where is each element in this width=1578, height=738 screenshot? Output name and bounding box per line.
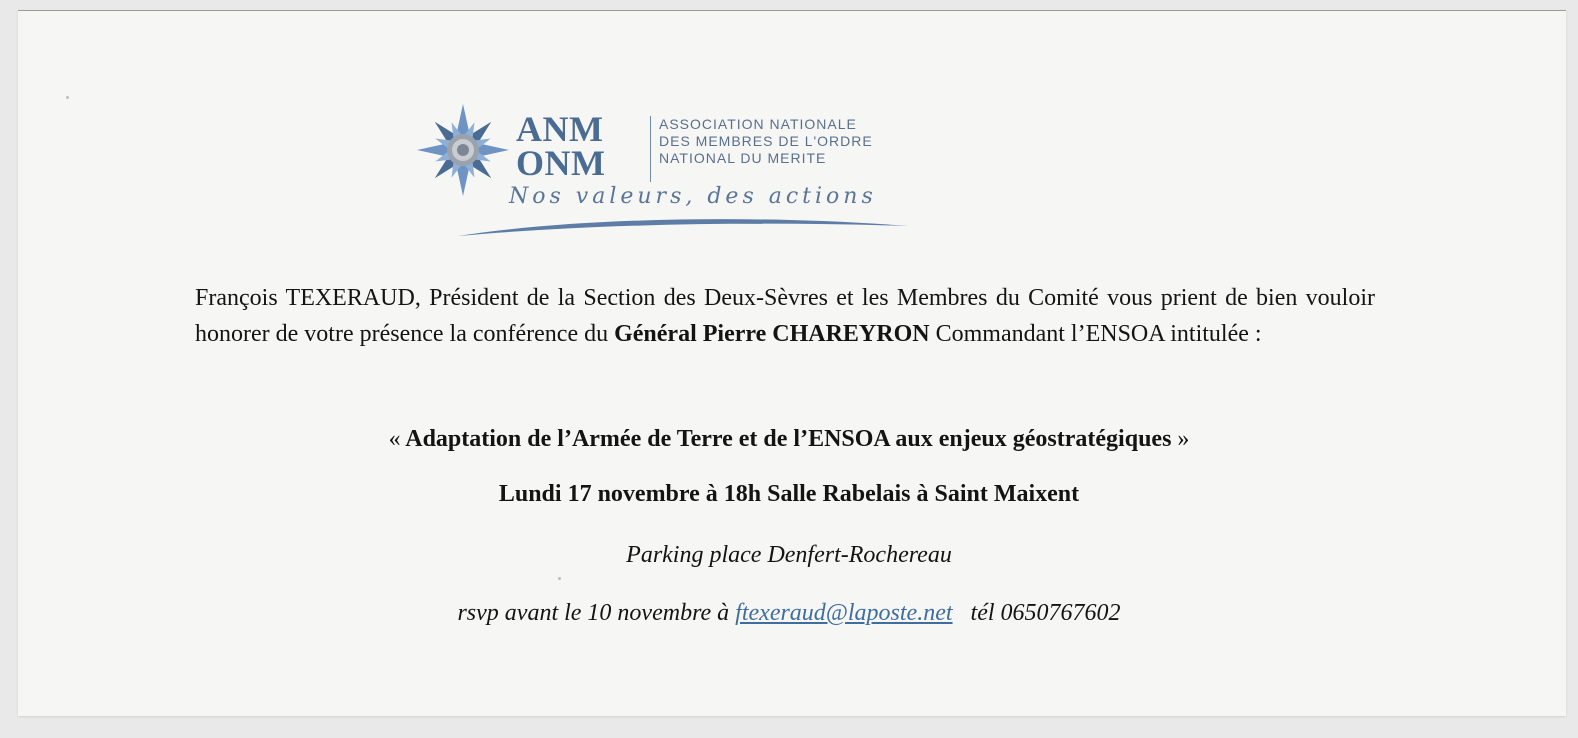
event-date-location: Lundi 17 novembre à 18h Salle Rabelais à Saint Maixent <box>498 481 1080 507</box>
quote-open: « <box>388 426 401 452</box>
anm-onm-logo <box>413 100 933 250</box>
rsvp-prefix: rsvp avant le 10 novembre à <box>457 600 730 626</box>
speaker-name: Général Pierre CHAREYRON <box>614 321 930 347</box>
scan-speck <box>558 577 561 580</box>
conference-title <box>0 424 1578 454</box>
logo-acronym-onm: ONM <box>516 143 606 183</box>
logo-association-line: NATIONAL DU MERITE <box>659 150 827 166</box>
quote-close: » <box>1177 426 1190 452</box>
star-medal-icon <box>413 100 513 200</box>
parking-info: Parking place Denfert-Rochereau <box>626 542 952 568</box>
scan-speck <box>66 96 69 99</box>
invitation-intro <box>195 280 1375 352</box>
logo-acronym-anm: ANM <box>516 109 604 149</box>
rsvp-email-link[interactable]: ftexeraud@laposte.net <box>735 600 953 626</box>
logo-association-name <box>659 116 939 167</box>
logo-association-line: DES MEMBRES DE L'ORDRE <box>659 133 873 149</box>
logo-swoosh <box>453 212 913 242</box>
conference-title-text: Adaptation de l’Armée de Terre et de l’ENSOA aux enjeux géostratégiques <box>405 426 1172 452</box>
logo-association-line: ASSOCIATION NATIONALE <box>659 116 857 132</box>
logo-tagline: Nos valeurs, des actions <box>509 184 877 209</box>
intro-text-part1: François TEXERAUD, Président de la Section des Deux-Sèvres et les Membres du Comité vous prient de bien vouloir honorer de votre présence la conférence du <box>195 285 1375 347</box>
rsvp-phone: tél 0650767602 <box>970 600 1121 626</box>
logo-acronyms <box>516 109 636 183</box>
intro-text-part2: Commandant l’ENSOA intitulée : <box>929 321 1262 347</box>
rsvp-line <box>0 598 1578 628</box>
logo-divider <box>650 116 651 182</box>
